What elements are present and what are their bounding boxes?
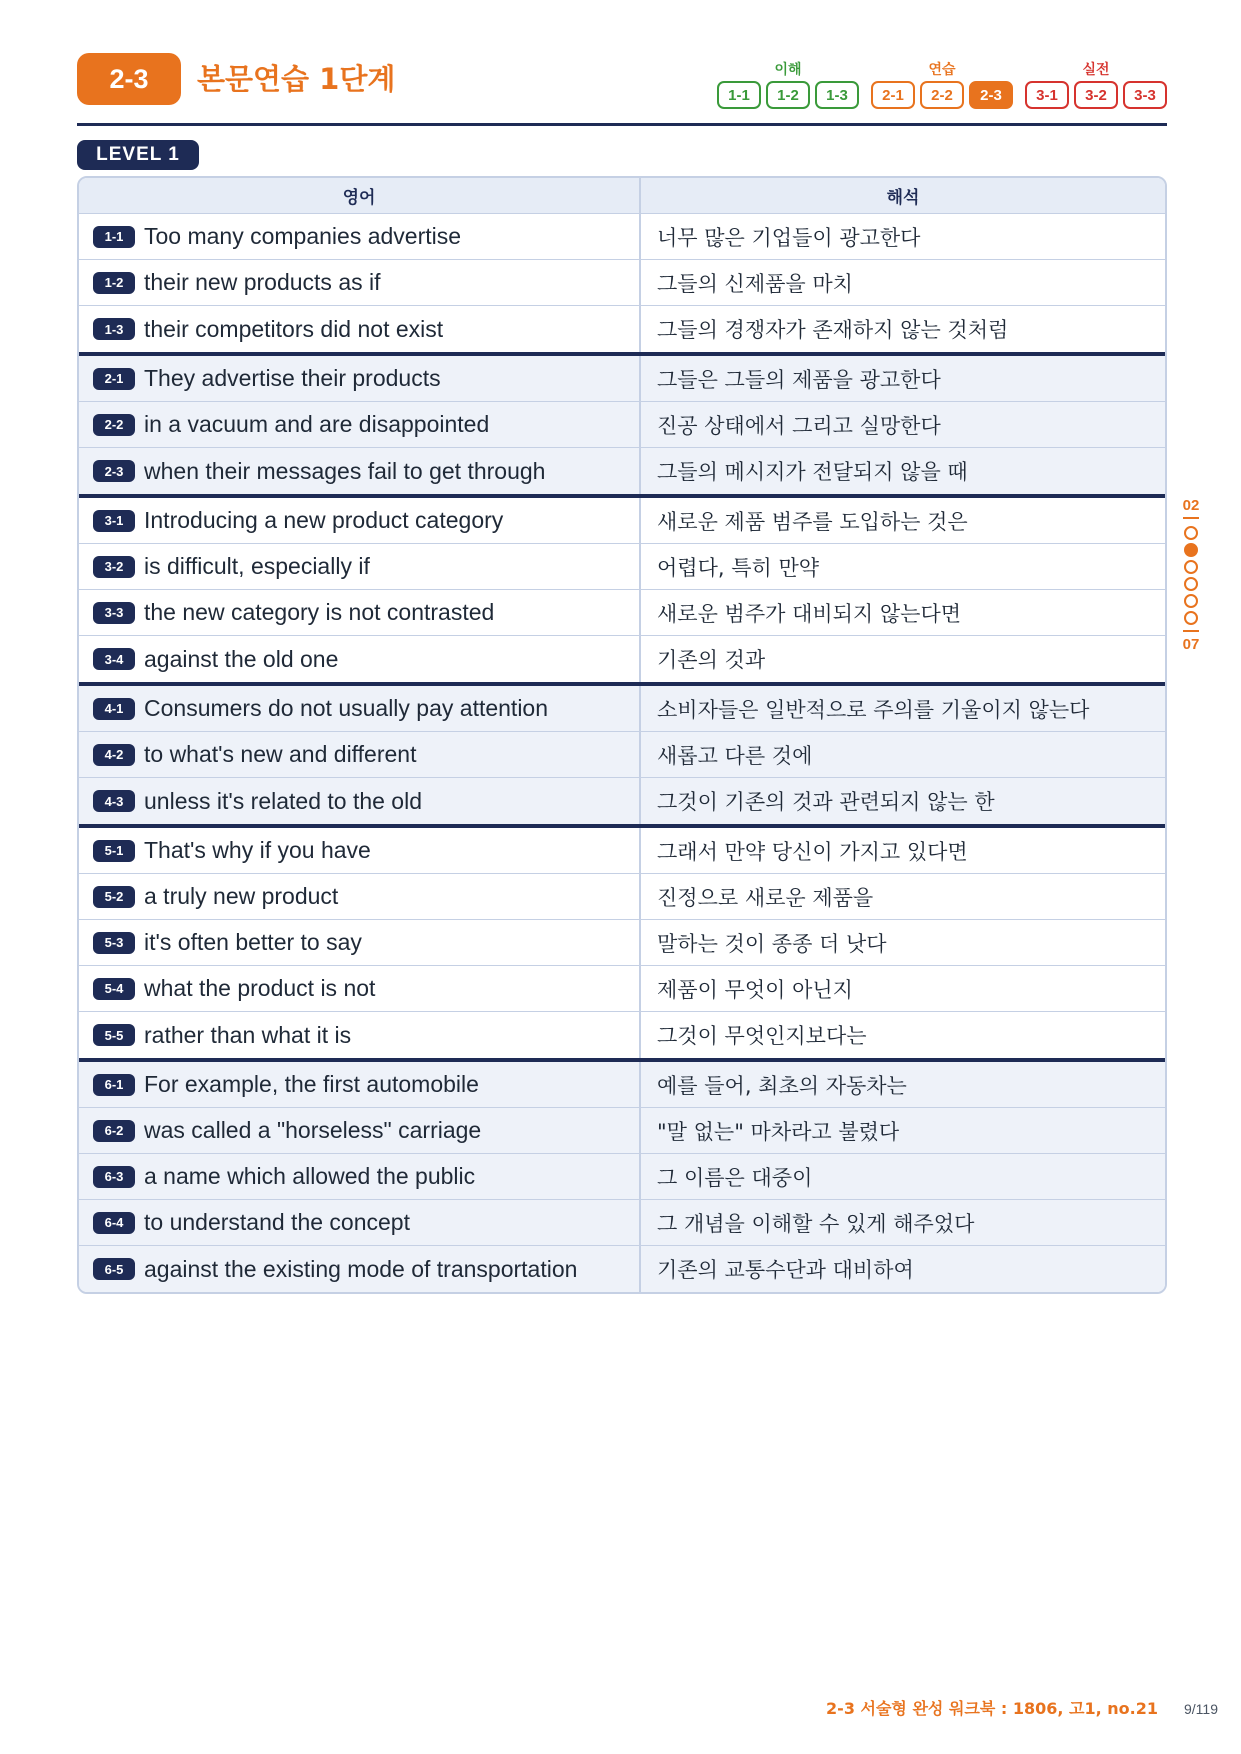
english-cell — [79, 828, 641, 873]
table-row — [79, 966, 1165, 1012]
phrase-number-badge: 3-2 — [93, 556, 135, 578]
english-phrase: unless it's related to the old — [144, 787, 422, 814]
english-phrase: Consumers do not usually pay attention — [144, 695, 549, 721]
english-cell — [79, 402, 641, 447]
english-cell — [79, 1200, 641, 1245]
table-row — [79, 1154, 1165, 1200]
korean-translation: 예를 들어, 최초의 자동차는 — [657, 1073, 907, 1098]
page-header — [77, 53, 1167, 127]
translation-table — [77, 176, 1167, 1294]
korean-translation: 소비자들은 일반적으로 주의를 기울이지 않는다 — [657, 697, 1090, 722]
phrase-number-badge: 6-2 — [93, 1120, 135, 1142]
english-phrase: a truly new product — [144, 883, 339, 909]
table-row — [79, 402, 1165, 448]
stage-group-practice — [871, 61, 1013, 109]
english-phrase: their new products as if — [144, 269, 381, 295]
english-phrase: a name which allowed the public — [144, 1163, 476, 1189]
english-cell — [79, 874, 641, 919]
english-cell — [79, 214, 641, 259]
stage-group-understand — [717, 61, 859, 109]
english-phrase: They advertise their products — [144, 365, 441, 391]
english-cell — [79, 1012, 641, 1058]
phrase-number-badge: 5-2 — [93, 886, 135, 908]
chapter-side-nav — [1180, 497, 1202, 654]
table-row — [79, 1062, 1165, 1108]
column-header-korean: 해석 — [886, 188, 920, 208]
table-row — [79, 1200, 1165, 1246]
stage-chip-1-1[interactable]: 1-1 — [717, 81, 761, 109]
stage-chip-2-3-active[interactable]: 2-3 — [969, 81, 1013, 109]
english-cell — [79, 590, 641, 635]
table-row — [79, 306, 1165, 352]
english-cell — [79, 686, 641, 731]
phrase-number-badge: 4-2 — [93, 744, 135, 766]
phrase-number-badge: 1-1 — [93, 226, 135, 248]
korean-translation: 그들의 신제품을 마치 — [657, 271, 853, 296]
english-phrase: For example, the first automobile — [144, 1071, 479, 1097]
stage-chip-3-3[interactable]: 3-3 — [1123, 81, 1167, 109]
table-row — [79, 636, 1165, 682]
side-nav-start: 02 — [1182, 497, 1200, 514]
english-phrase: is difficult, especially if — [144, 553, 370, 579]
table-row — [79, 214, 1165, 260]
table-row — [79, 356, 1165, 402]
korean-translation: 기존의 교통수단과 대비하여 — [657, 1258, 914, 1282]
phrase-number-badge: 2-1 — [93, 368, 135, 390]
sentence-group — [79, 498, 1165, 686]
stage-label: 연습 — [928, 62, 956, 78]
table-row — [79, 590, 1165, 636]
korean-translation: "말 없는" 마차라고 불렸다 — [657, 1119, 900, 1144]
table-body — [79, 214, 1165, 1292]
english-phrase: what the product is not — [144, 975, 376, 1001]
phrase-number-badge: 6-3 — [93, 1166, 135, 1188]
table-row — [79, 686, 1165, 732]
table-row — [79, 920, 1165, 966]
korean-translation: 그 이름은 대중이 — [657, 1165, 813, 1190]
phrase-number-badge: 5-5 — [93, 1024, 135, 1046]
english-cell — [79, 306, 641, 352]
english-phrase: in a vacuum and are disappointed — [144, 411, 490, 437]
english-cell — [79, 920, 641, 965]
english-cell — [79, 544, 641, 589]
english-phrase: it's often better to say — [144, 929, 362, 955]
level-badge: LEVEL 1 — [77, 140, 199, 170]
phrase-number-badge: 6-1 — [93, 1074, 135, 1096]
column-header-english: 영어 — [79, 178, 641, 213]
side-nav-dot[interactable] — [1184, 577, 1198, 591]
english-cell — [79, 260, 641, 305]
stage-nav — [717, 61, 1167, 109]
english-phrase: to understand the concept — [144, 1209, 410, 1235]
side-nav-end: 07 — [1182, 636, 1200, 653]
stage-chip-1-2[interactable]: 1-2 — [766, 81, 810, 109]
side-nav-dot[interactable] — [1184, 560, 1198, 574]
english-cell — [79, 498, 641, 543]
stage-label: 실전 — [1082, 62, 1110, 78]
korean-translation: 어렵다, 특히 만약 — [657, 555, 820, 580]
english-cell — [79, 1108, 641, 1153]
table-row — [79, 778, 1165, 824]
table-row — [79, 828, 1165, 874]
english-cell — [79, 636, 641, 682]
english-phrase: against the old one — [144, 645, 339, 672]
english-cell — [79, 778, 641, 824]
sentence-group — [79, 1062, 1165, 1292]
english-phrase: was called a "horseless" carriage — [144, 1117, 482, 1143]
korean-translation: 말하는 것이 종종 더 낫다 — [657, 931, 887, 956]
korean-translation: 새로운 제품 범주를 도입하는 것은 — [657, 509, 968, 534]
korean-translation: 그것이 기존의 것과 관련되지 않는 한 — [657, 790, 995, 814]
english-phrase: Introducing a new product category — [144, 507, 504, 533]
phrase-number-badge: 3-4 — [93, 648, 135, 670]
phrase-number-badge: 4-1 — [93, 698, 135, 720]
phrase-number-badge: 1-3 — [93, 318, 135, 340]
english-phrase: to what's new and different — [144, 741, 417, 767]
korean-translation: 제품이 무엇이 아닌지 — [657, 977, 853, 1002]
side-nav-dot-active[interactable] — [1184, 543, 1198, 557]
phrase-number-badge: 3-1 — [93, 510, 135, 532]
english-phrase: the new category is not contrasted — [144, 599, 495, 625]
korean-translation: 진정으로 새로운 제품을 — [657, 885, 874, 910]
sentence-group — [79, 214, 1165, 356]
korean-translation: 기존의 것과 — [657, 648, 766, 672]
korean-translation: 그들의 메시지가 전달되지 않을 때 — [657, 460, 968, 484]
page-number: 9/119 — [1184, 1701, 1218, 1717]
english-phrase: against the existing mode of transportation — [144, 1255, 578, 1282]
side-nav-dot[interactable] — [1184, 594, 1198, 608]
phrase-number-badge: 4-3 — [93, 790, 135, 812]
phrase-number-badge: 5-4 — [93, 978, 135, 1000]
side-nav-divider — [1183, 517, 1199, 519]
english-cell — [79, 356, 641, 401]
table-row — [79, 874, 1165, 920]
stage-chip-3-1[interactable]: 3-1 — [1025, 81, 1069, 109]
phrase-number-badge: 3-3 — [93, 602, 135, 624]
phrase-number-badge: 2-2 — [93, 414, 135, 436]
korean-translation: 진공 상태에서 그리고 실망한다 — [657, 413, 941, 438]
english-cell — [79, 1246, 641, 1292]
stage-chip-2-2[interactable]: 2-2 — [920, 81, 964, 109]
korean-translation: 그 개념을 이해할 수 있게 해주었다 — [657, 1211, 975, 1236]
table-row — [79, 1012, 1165, 1058]
stage-group-real — [1025, 61, 1167, 109]
stage-label: 이해 — [774, 62, 802, 78]
phrase-number-badge: 2-3 — [93, 460, 135, 482]
stage-chip-1-3[interactable]: 1-3 — [815, 81, 859, 109]
korean-translation: 그것이 무엇인지보다는 — [657, 1024, 867, 1048]
table-row — [79, 448, 1165, 494]
korean-translation: 그래서 만약 당신이 가지고 있다면 — [657, 839, 968, 864]
table-row — [79, 498, 1165, 544]
english-phrase: That's why if you have — [144, 837, 371, 863]
table-row — [79, 260, 1165, 306]
english-cell — [79, 1062, 641, 1107]
footer-title: 2-3 서술형 완성 워크북 : 1806, 고1, no.21 — [826, 1699, 1158, 1718]
phrase-number-badge: 5-1 — [93, 840, 135, 862]
table-row — [79, 544, 1165, 590]
sentence-group — [79, 356, 1165, 498]
header-divider — [77, 123, 1167, 126]
phrase-number-badge: 1-2 — [93, 272, 135, 294]
table-row — [79, 732, 1165, 778]
korean-translation: 그들은 그들의 제품을 광고한다 — [657, 367, 941, 392]
side-nav-dot[interactable] — [1184, 526, 1198, 540]
section-title: 본문연습 1단계 — [197, 62, 396, 96]
sentence-group — [79, 828, 1165, 1062]
section-code-badge: 2-3 — [77, 53, 181, 105]
korean-translation: 너무 많은 기업들이 광고한다 — [657, 225, 921, 250]
phrase-number-badge: 6-4 — [93, 1212, 135, 1234]
side-nav-divider — [1183, 630, 1199, 632]
english-cell — [79, 732, 641, 777]
english-cell — [79, 1154, 641, 1199]
english-phrase: Too many companies advertise — [144, 223, 462, 249]
phrase-number-badge: 5-3 — [93, 932, 135, 954]
side-nav-dot[interactable] — [1184, 611, 1198, 625]
sentence-group — [79, 686, 1165, 828]
english-phrase: rather than what it is — [144, 1021, 352, 1048]
english-cell — [79, 448, 641, 494]
phrase-number-badge: 6-5 — [93, 1258, 135, 1280]
page-footer — [826, 1696, 1218, 1719]
stage-chip-3-2[interactable]: 3-2 — [1074, 81, 1118, 109]
table-row — [79, 1246, 1165, 1292]
korean-translation: 새로운 범주가 대비되지 않는다면 — [657, 601, 962, 626]
korean-translation: 그들의 경쟁자가 존재하지 않는 것처럼 — [657, 318, 1009, 342]
side-nav-dots — [1184, 523, 1198, 628]
table-header — [79, 178, 1165, 214]
korean-translation: 새롭고 다른 것에 — [657, 743, 813, 768]
english-cell — [79, 966, 641, 1011]
stage-chip-2-1[interactable]: 2-1 — [871, 81, 915, 109]
english-phrase: their competitors did not exist — [144, 315, 444, 342]
english-phrase: when their messages fail to get through — [144, 457, 546, 484]
table-row — [79, 1108, 1165, 1154]
